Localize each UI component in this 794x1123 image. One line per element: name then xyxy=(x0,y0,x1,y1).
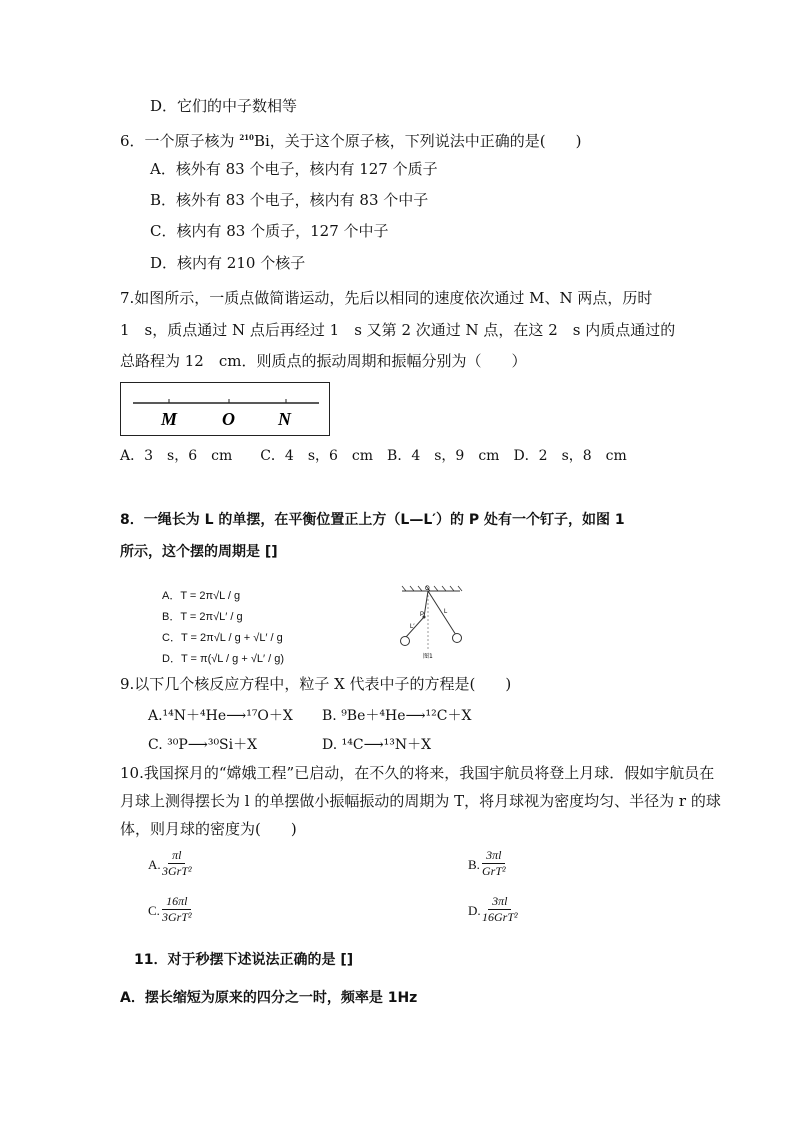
q9-option-b: B. ⁹Be＋⁴He⟶¹²C＋X xyxy=(322,708,472,724)
q10-option-b-num: 3πl xyxy=(482,848,505,864)
q6-option-c: C．核内有 83 个质子，127 个中子 xyxy=(150,222,389,240)
q10-option-d-label: D. xyxy=(468,903,481,918)
q6-stem-post: ，关于这个原子核，下列说法中正确的是( ) xyxy=(269,132,582,150)
q10-line1: 10.我国探月的“嫦娥工程”已启动，在不久的将来，我国宇航员将登上月球．假如宇航员在 xyxy=(120,764,715,782)
q7-label-m: M xyxy=(161,409,178,429)
q10-option-a-label: A. xyxy=(148,857,161,872)
q10-line3: 体，则月球的密度为( ) xyxy=(120,820,297,838)
q10-option-b-label: B. xyxy=(468,857,480,872)
q6-nuclide-sup: 210 xyxy=(239,133,254,142)
q8-option-d: D．T = π(√L / g + √L′ / g) xyxy=(162,653,284,665)
q8-line2: 所示，这个摆的周期是 [] xyxy=(120,544,278,560)
q8-bob-right xyxy=(453,634,462,643)
q9-option-c: C. ³⁰P⟶³⁰Si＋X xyxy=(148,737,258,753)
q8-option-b: B．T = 2π√L′ / g xyxy=(162,611,243,623)
q9-stem: 9.以下几个核反应方程中，粒子 X 代表中子的方程是( ) xyxy=(120,675,512,693)
q10-option-b-fraction xyxy=(480,848,508,879)
q10-option-a-fraction xyxy=(160,848,194,879)
q8-bob-left xyxy=(401,637,410,646)
q8-label-o: O xyxy=(425,586,430,592)
q7-label-o: O xyxy=(222,409,235,429)
q8-ceiling-hatch xyxy=(402,586,462,591)
q7-line3: 总路程为 12 cm．则质点的振动周期和振幅分别为（ ） xyxy=(120,352,527,370)
q7-figure xyxy=(120,382,330,436)
q6-stem: 6．一个原子核为 $^{210}$Bi，关于这个原子核，下列说法中正确的是( ) xyxy=(120,132,582,150)
q6-option-d: D．核内有 210 个核子 xyxy=(150,254,306,272)
q10-option-d-den: 16GrT² xyxy=(482,910,518,924)
q8-string-upper xyxy=(424,591,428,617)
q11-stem: 11．对于秒摆下述说法正确的是 [] xyxy=(134,952,354,968)
q10-option-b-den: GrT² xyxy=(482,864,506,878)
q8-line1: 8．一绳长为 L 的单摆，在平衡位置正上方（L—L′）的 P 处有一个钉子，如图 1 xyxy=(120,512,625,528)
q8-option-a: A．T = 2π√L / g xyxy=(162,590,241,602)
q6-stem-pre: 6．一个原子核为 xyxy=(120,132,240,150)
q8-string-left xyxy=(406,617,424,637)
q10-option-d-num: 3πl xyxy=(488,894,511,910)
q10-option-c-den: 3GrT² xyxy=(162,910,192,924)
q10-line2: 月球上测得摆长为 l 的单摆做小振幅振动的周期为 T，将月球视为密度均匀、半径为 r 的球 xyxy=(120,792,721,810)
q8-label-l: L xyxy=(444,609,448,615)
q10-option-c-num: 16πl xyxy=(162,894,191,910)
q10-option-a-num: πl xyxy=(168,848,185,864)
q8-option-c: C．T = 2π√L / g + √L′ / g xyxy=(162,632,283,644)
q5-option-d: D．它们的中子数相等 xyxy=(150,97,298,115)
q8-pendulum-figure xyxy=(396,583,476,663)
q7-label-n: N xyxy=(278,409,291,429)
q11-option-a: A．摆长缩短为原来的四分之一时，频率是 1Hz xyxy=(120,990,418,1006)
q10-option-d-fraction xyxy=(480,894,520,925)
q9-option-a: A.¹⁴N＋⁴He⟶¹⁷O＋X xyxy=(148,708,293,724)
q10-option-a-den: 3GrT² xyxy=(162,864,192,878)
q8-figure-caption: 图1 xyxy=(423,653,433,660)
q8-label-p: P xyxy=(420,612,425,618)
q10-option-c-label: C. xyxy=(148,903,160,918)
q10-option-c-fraction xyxy=(160,894,194,925)
q7-options: A．3 s，6 cm C．4 s，6 cm B．4 s，9 cm D．2 s，8 cm xyxy=(120,448,627,464)
q7-line2: 1 s，质点通过 N 点后再经过 1 s 又第 2 次通过 N 点，在这 2 s 内质点通过的 xyxy=(120,321,676,339)
q7-line1: 7.如图所示，一质点做简谐运动，先后以相同的速度依次通过 M、N 两点，历时 xyxy=(120,289,653,307)
q6-option-b: B．核外有 83 个电子，核内有 83 个中子 xyxy=(150,191,429,209)
q6-option-a: A．核外有 83 个电子，核内有 127 个质子 xyxy=(150,160,438,178)
q8-string-right xyxy=(428,591,456,635)
q8-label-lprime: L′ xyxy=(410,624,415,630)
q9-option-d: D. ¹⁴C⟶¹³N＋X xyxy=(322,737,432,753)
q7-figure-diagram xyxy=(121,383,329,435)
